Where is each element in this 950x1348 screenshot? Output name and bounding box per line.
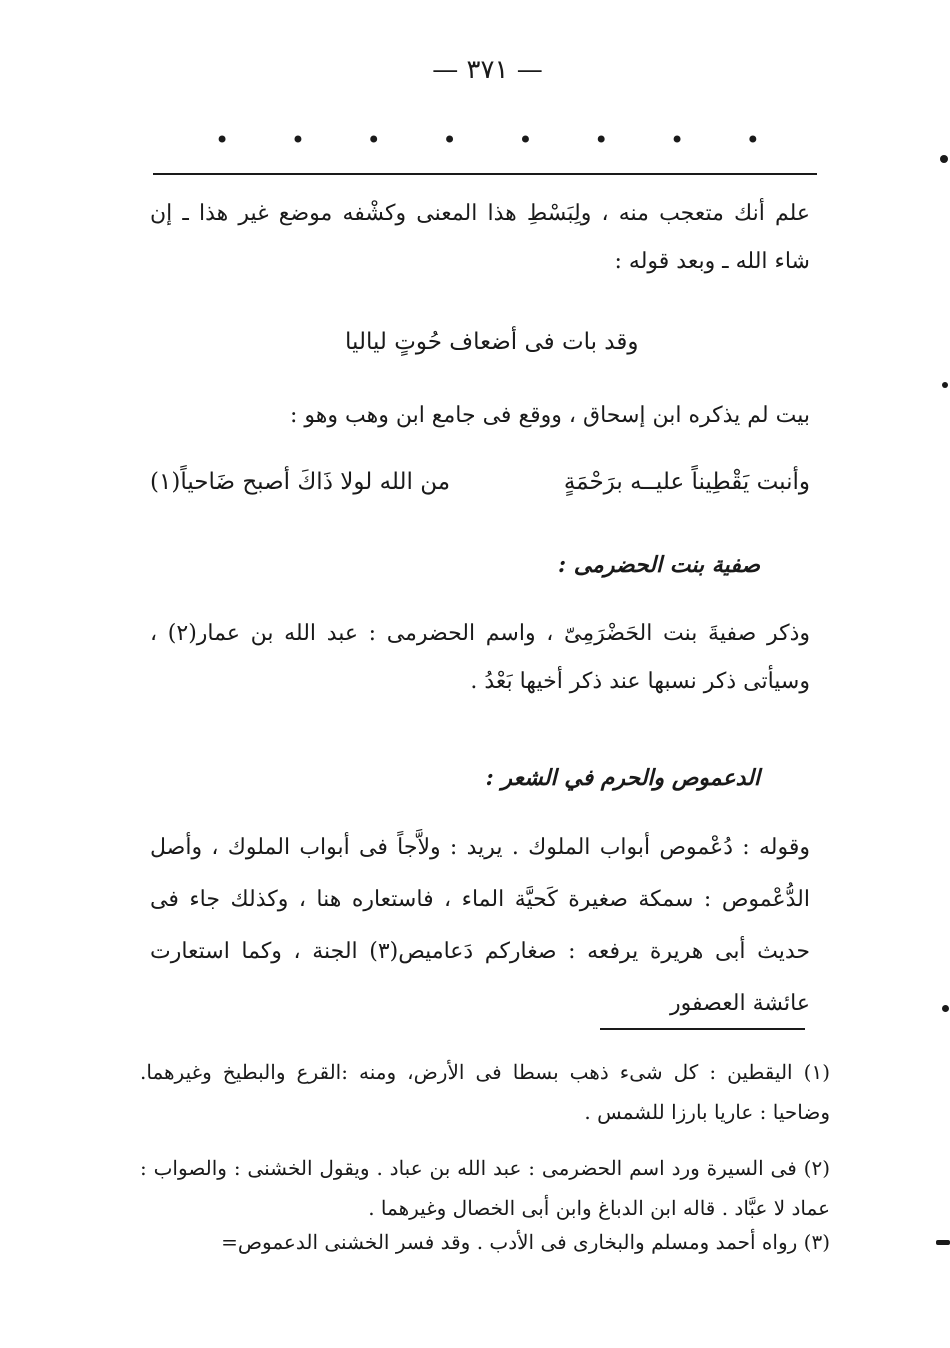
ornament-dot: •	[442, 126, 457, 154]
header-rule	[153, 173, 817, 175]
paragraph-continuation: علم أنك متعجب منه ، ولِبَسْطِ هذا المعنى وكشْفه موضع غير هذا ـ إن شاء الله ـ وبعد قوله :	[150, 201, 810, 274]
verse-couplet	[150, 462, 810, 502]
page-number: — ٣٧١ —	[432, 55, 543, 85]
paragraph-dumus: وقوله : دُعْموص أبواب الملوك . يريد : ولاَّجاً فى أبواب الملوك ، وأصل الدُّعْموص : سمكة صغيرة كَحيَّة الماء ، فاستعاره هنا ، وكذلك جاء فى حديث أبى هريرة يرفعه : صغاركم دَعاميص(٣) الجنة ، وكما استعارت عائشة العصفور	[150, 835, 810, 1016]
ornament-dot: •	[745, 126, 760, 154]
paragraph-verse-intro: بيت لم يذكره ابن إسحاق ، ووقع فى جامع ابن وهب وهو :	[290, 403, 810, 428]
section-heading-dumus: الدعموص والحرم في الشعر :	[485, 765, 760, 791]
footnote-2: (٢) فى السيرة ورد اسم الحضرمى : عبد الله بن عباد . ويقول الخشنى : والصواب : عماد لا عبَّاد . قاله ابن الدباغ وابن أبى الخصال وغيرهما .	[140, 1156, 830, 1220]
margin-mark	[942, 382, 948, 388]
footnote-3: (٣) رواه أحمد ومسلم والبخارى فى الأدب . وقد فسر الخشنى الدعموص=	[221, 1230, 830, 1254]
verse-first-hemistich: وأنبت يَقْطِيناً عليــه برَحْمَةٍ	[563, 469, 810, 495]
footnote-1: (١) اليقطين : كل شىء ذهب بسطا فى الأرض، ومنه :القرع والبطيخ وغيرهما. وضاحيا : عاريا بارزا للشمس .	[140, 1060, 830, 1124]
section-heading-safiya: صفية بنت الحضرمى :	[557, 552, 760, 578]
ornament-dots	[215, 128, 760, 152]
margin-mark	[942, 1005, 949, 1012]
verse-second-hemistich: من الله لولا ذَاكَ أصبح ضَاحياً(١)	[150, 469, 451, 495]
ornament-dot: •	[518, 126, 533, 154]
ornament-dot: •	[290, 126, 305, 154]
footnote-rule	[600, 1028, 805, 1030]
paragraph-safiya: وذكر صفيةَ بنت الحَضْرَمِىّ ، واسم الحضرمى : عبد الله بن عمار(٢) ، وسيأتى ذكر نسبها عند ذكر أخيها بَعْدُ .	[150, 621, 810, 694]
verse-line: وقد بات فى أضعاف حُوتٍ لياليا	[345, 329, 639, 355]
ornament-dot: •	[594, 126, 609, 154]
ornament-dot: •	[215, 126, 230, 154]
margin-mark	[936, 1240, 950, 1245]
margin-mark	[940, 155, 948, 163]
ornament-dot: •	[669, 126, 685, 154]
ornament-dot: •	[366, 126, 381, 154]
